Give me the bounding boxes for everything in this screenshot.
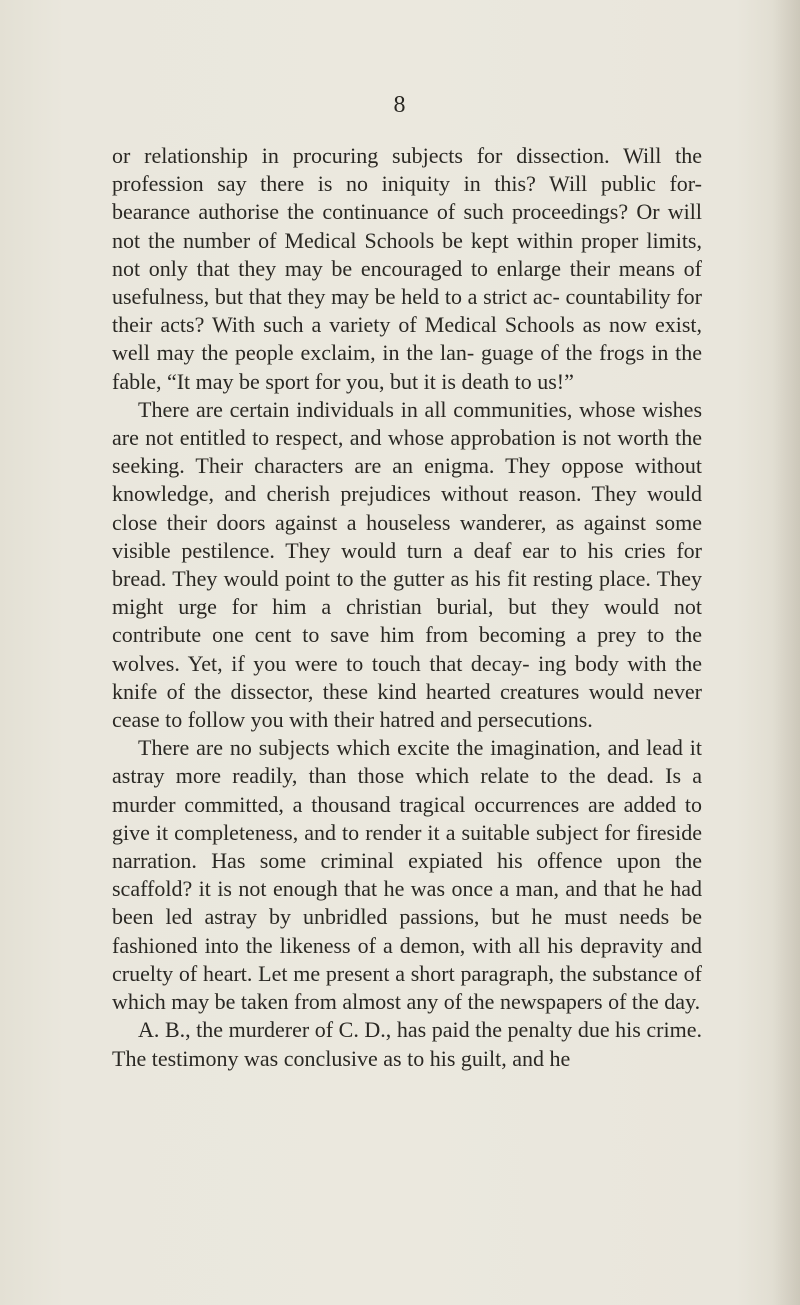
page-edge-shadow — [772, 0, 800, 1305]
page-number: 8 — [393, 92, 407, 118]
paragraph-4: A. B., the murderer of C. D., has paid the penalty due his crime. The testimony was conclusive as to his guilt, and he — [112, 1017, 702, 1071]
body-text — [112, 142, 702, 1073]
paragraph-2: There are certain individuals in all communities, whose wishes are not entitled to respect, and whose approbation is not worth the seeking. Their characters are an enigma. They oppose without knowledge, and cherish prejudices without reason. They would close their doors against a houseless wanderer, as against some visible pestilence. They would turn a deaf ear to his cries for bread. They would point to the gutter as his fit resting place. They might urge for him a christian burial, but they would not contribute one cent to save him from becoming a prey to the wolves. Yet, if you were to touch that decay- ing body with the knife of the dissector, these kind hearted creatures would never cease to follow you with their hatred and persecutions. — [112, 396, 702, 733]
paragraph-3: There are no subjects which excite the imagination, and lead it astray more readily, than those which relate to the dead. Is a murder committed, a thousand tragical occurrences are added to give it completeness, and to render it a suitable subject for fireside narration. Has some criminal expiated his offence upon the scaffold? it is not enough that he was once a man, and that he had been led astray by unbridled passions, but he must needs be fashioned into the likeness of a demon, with all his depravity and cruelty of heart. Let me present a short paragraph, the substance of which may be taken from almost any of the newspapers of the day. — [112, 735, 702, 1015]
paragraph-1: or relationship in procuring subjects for dissection. Will the profession say there is no iniquity in this? Will public for- bearance authorise the continuance of such proceedings? Or will not the number of Medical Schools be kept within proper limits, not only that they may be encouraged to enlarge their means of usefulness, but that they may be held to a strict ac- countability for their acts? With such a variety of Medical Schools as now exist, well may the people exclaim, in the lan- guage of the frogs in the fable, “It may be sport for you, but it is death to us!” — [112, 143, 702, 394]
